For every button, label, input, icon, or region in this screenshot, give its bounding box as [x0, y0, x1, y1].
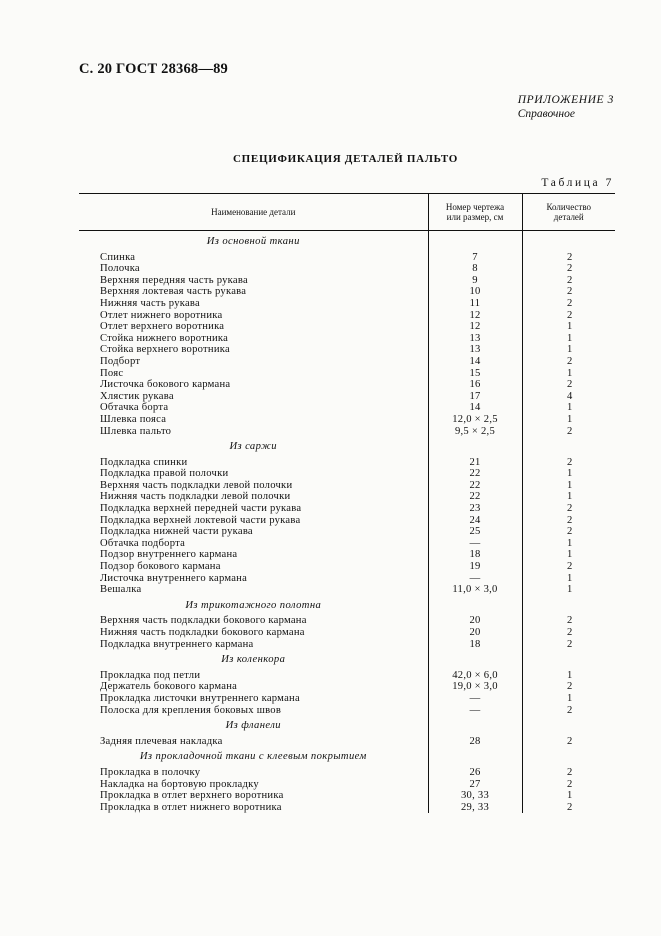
- table-body: [79, 231, 615, 814]
- drawing-number-cell: 19: [428, 561, 522, 573]
- part-name-cell: Шлевка пальто: [100, 425, 172, 437]
- table-row: [79, 705, 615, 717]
- drawing-number-cell: 12,0 × 2,5: [428, 414, 522, 426]
- drawing-number-cell: 13: [428, 344, 522, 356]
- section-title: Из прокладочной ткани с клеевым покрытием: [139, 751, 367, 763]
- drawing-number-cell: —: [428, 693, 522, 705]
- part-quantity-cell: 1: [522, 549, 615, 561]
- section-header-row: [79, 437, 615, 457]
- section-title: Из саржи: [229, 441, 278, 453]
- table-row: [79, 790, 615, 802]
- table-row: [79, 491, 615, 503]
- part-name-cell: Обтачка борта: [100, 402, 169, 414]
- section-quantity-cell: [522, 437, 615, 457]
- part-name-cell: Нижняя часть подкладки левой полочки: [100, 491, 291, 503]
- table-row: [79, 391, 615, 403]
- drawing-number-cell: 10: [428, 286, 522, 298]
- drawing-number-cell: 19,0 × 3,0: [428, 681, 522, 693]
- part-quantity-cell: 2: [522, 526, 615, 538]
- part-name-cell: Верхняя передняя часть рукава: [100, 274, 248, 286]
- table-row: [79, 584, 615, 596]
- section-number-cell: [428, 596, 522, 616]
- part-name-cell: Накладка на бортовую прокладку: [100, 778, 259, 790]
- part-quantity-cell: 2: [522, 379, 615, 391]
- drawing-number-cell: 11: [428, 298, 522, 310]
- table-row: [79, 538, 615, 550]
- table-row: [79, 561, 615, 573]
- part-name-cell: Подзор бокового кармана: [100, 561, 221, 573]
- section-quantity-cell: [522, 231, 615, 252]
- part-quantity-cell: 1: [522, 368, 615, 380]
- drawing-number-cell: 30, 33: [428, 790, 522, 802]
- part-quantity-cell: 4: [522, 391, 615, 403]
- table-row: [79, 767, 615, 779]
- column-header-quantity: [522, 194, 615, 231]
- column-header-number: [428, 194, 522, 231]
- part-name-cell: Вешалка: [100, 584, 142, 596]
- drawing-number-cell: 28: [428, 736, 522, 748]
- section-quantity-cell: [522, 716, 615, 736]
- drawing-number-cell: —: [428, 573, 522, 585]
- drawing-number-cell: 26: [428, 767, 522, 779]
- drawing-number-cell: 20: [428, 615, 522, 627]
- table-row: [79, 526, 615, 538]
- table-row: [79, 779, 615, 791]
- part-name-cell: Прокладка в отлет нижнего воротника: [100, 801, 282, 813]
- drawing-number-cell: 13: [428, 333, 522, 345]
- part-name-cell: Хлястик рукава: [100, 390, 174, 402]
- part-name-cell: Шлевка пояса: [100, 413, 167, 425]
- part-quantity-cell: 2: [522, 275, 615, 287]
- part-quantity-cell: 2: [522, 515, 615, 527]
- drawing-number-cell: 14: [428, 356, 522, 368]
- appendix-label: [518, 93, 614, 121]
- drawing-number-cell: 18: [428, 639, 522, 651]
- specification-table-wrapper: [79, 193, 615, 813]
- part-quantity-cell: 2: [522, 705, 615, 717]
- column-header-name: Наименование детали: [79, 194, 428, 231]
- drawing-number-cell: 9,5 × 2,5: [428, 426, 522, 438]
- table-row: [79, 426, 615, 438]
- part-quantity-cell: 2: [522, 627, 615, 639]
- table-row: [79, 693, 615, 705]
- part-name-cell: Подкладка спинки: [100, 456, 188, 468]
- drawing-number-cell: 15: [428, 368, 522, 380]
- part-name-cell: Нижняя часть подкладки бокового кармана: [100, 627, 305, 638]
- drawing-number-cell: 7: [428, 252, 522, 264]
- part-quantity-cell: 1: [522, 333, 615, 345]
- drawing-number-cell: 25: [428, 526, 522, 538]
- table-row: [79, 627, 615, 639]
- part-name-cell: Отлет верхнего воротника: [100, 321, 225, 333]
- drawing-number-cell: 12: [428, 321, 522, 333]
- table-row: [79, 549, 615, 561]
- table-row: [79, 379, 615, 391]
- table-row: [79, 670, 615, 682]
- part-name-cell: Подкладка внутреннего кармана: [100, 638, 254, 650]
- part-quantity-cell: 2: [522, 263, 615, 275]
- part-name-cell: Отлет нижнего воротника: [100, 309, 223, 321]
- appendix-title: ПРИЛОЖЕНИЕ 3: [517, 94, 614, 106]
- table-row: [79, 321, 615, 333]
- part-name-cell: Спинка: [100, 251, 136, 263]
- drawing-number-cell: 9: [428, 275, 522, 287]
- part-quantity-cell: 1: [522, 480, 615, 492]
- drawing-number-cell: 21: [428, 457, 522, 469]
- drawing-number-cell: 14: [428, 402, 522, 414]
- table-row: [79, 802, 615, 814]
- section-title: Из фланели: [225, 720, 281, 732]
- part-quantity-cell: 1: [522, 573, 615, 585]
- section-header-row: [79, 596, 615, 616]
- part-name-cell: Верхняя локтевая часть рукава: [100, 286, 247, 298]
- table-row: [79, 368, 615, 380]
- section-header-row: [79, 650, 615, 670]
- part-quantity-cell: 1: [522, 491, 615, 503]
- part-quantity-cell: 2: [522, 767, 615, 779]
- part-quantity-cell: 1: [522, 344, 615, 356]
- table-row: [79, 736, 615, 748]
- section-quantity-cell: [522, 596, 615, 616]
- table-row: [79, 639, 615, 651]
- part-name-cell: Задняя плечевая накладка: [100, 735, 223, 747]
- table-row: [79, 263, 615, 275]
- table-row: [79, 310, 615, 322]
- part-name-cell: Держатель бокового кармана: [100, 681, 238, 693]
- part-name-cell: Подкладка верхней передней части рукава: [100, 503, 302, 515]
- table-row: [79, 344, 615, 356]
- part-name-cell: Полоска для крепления боковых швов: [100, 704, 282, 716]
- drawing-number-cell: 8: [428, 263, 522, 275]
- part-name-cell: Подзор внутреннего кармана: [100, 549, 238, 561]
- part-quantity-cell: 2: [522, 310, 615, 322]
- table-row: [79, 515, 615, 527]
- part-quantity-cell: 2: [522, 802, 615, 814]
- section-title: Из коленкора: [221, 654, 286, 666]
- part-quantity-cell: 1: [522, 402, 615, 414]
- section-quantity-cell: [522, 747, 615, 767]
- part-name-cell: Подборт: [100, 355, 141, 367]
- part-name-cell: Стойка верхнего воротника: [100, 344, 230, 356]
- drawing-number-cell: 22: [428, 468, 522, 480]
- section-number-cell: [428, 231, 522, 252]
- part-quantity-cell: 1: [522, 414, 615, 426]
- part-quantity-cell: 2: [522, 457, 615, 469]
- part-name-cell: Верхняя часть подкладки бокового кармана: [100, 615, 307, 627]
- table-row: [79, 457, 615, 469]
- table-number-label: Таблица 7: [541, 177, 614, 189]
- table-row: [79, 414, 615, 426]
- part-name-cell: Листочка внутреннего кармана: [100, 572, 248, 584]
- drawing-number-cell: 42,0 × 6,0: [428, 670, 522, 682]
- part-name-cell: Стойка нижнего воротника: [100, 332, 229, 344]
- table-row: [79, 402, 615, 414]
- drawing-number-cell: 16: [428, 379, 522, 391]
- part-quantity-cell: 2: [522, 561, 615, 573]
- table-row: [79, 298, 615, 310]
- section-number-cell: [428, 747, 522, 767]
- part-name-cell: Нижняя часть рукава: [100, 297, 201, 309]
- part-quantity-cell: 1: [522, 670, 615, 682]
- section-title: Из основной ткани: [206, 236, 300, 247]
- table-row: [79, 356, 615, 368]
- section-header-row: [79, 716, 615, 736]
- part-quantity-cell: 2: [522, 639, 615, 651]
- page-header: С. 20 ГОСТ 28368—89: [79, 61, 228, 77]
- part-name-cell: Верхняя часть подкладки левой полочки: [100, 479, 293, 491]
- table-row: [79, 681, 615, 693]
- drawing-number-cell: 23: [428, 503, 522, 515]
- part-name-cell: Полочка: [100, 263, 140, 275]
- part-quantity-cell: 2: [522, 736, 615, 748]
- section-number-cell: [428, 716, 522, 736]
- part-quantity-cell: 2: [522, 615, 615, 627]
- drawing-number-cell: 27: [428, 779, 522, 791]
- table-row: [79, 615, 615, 627]
- part-quantity-cell: 2: [522, 298, 615, 310]
- section-header-row: [79, 747, 615, 767]
- section-quantity-cell: [522, 650, 615, 670]
- part-quantity-cell: 2: [522, 503, 615, 515]
- drawing-number-cell: 24: [428, 515, 522, 527]
- drawing-number-cell: 20: [428, 627, 522, 639]
- drawing-number-cell: 22: [428, 491, 522, 503]
- part-name-cell: Подкладка нижней части рукава: [100, 526, 253, 538]
- part-name-cell: Пояс: [100, 367, 124, 379]
- part-name-cell: Подкладка правой полочки: [100, 468, 229, 480]
- specification-table: [79, 193, 615, 813]
- part-quantity-cell: 2: [522, 681, 615, 693]
- part-name-cell: Подкладка верхней локтевой части рукава: [100, 514, 301, 526]
- drawing-number-cell: 18: [428, 549, 522, 561]
- column-header-quantity-line1: Количество: [546, 201, 592, 212]
- part-quantity-cell: 2: [522, 779, 615, 791]
- part-quantity-cell: 1: [522, 321, 615, 333]
- part-name-cell: Прокладка в полочку: [100, 766, 201, 778]
- appendix-subtitle: Справочное: [517, 108, 575, 120]
- part-name-cell: Обтачка подборта: [100, 537, 186, 549]
- part-quantity-cell: 1: [522, 790, 615, 802]
- table-row: [79, 275, 615, 287]
- table-row: [79, 333, 615, 345]
- part-name-cell: Листочка бокового кармана: [100, 379, 231, 391]
- section-header-row: [79, 231, 615, 252]
- part-quantity-cell: 2: [522, 426, 615, 438]
- part-name-cell: Прокладка листочки внутреннего кармана: [100, 692, 300, 704]
- part-quantity-cell: 1: [522, 584, 615, 596]
- section-number-cell: [428, 650, 522, 670]
- table-row: [79, 573, 615, 585]
- document-title: СПЕЦИФИКАЦИЯ ДЕТАЛЕЙ ПАЛЬТО: [233, 153, 458, 165]
- table-header-row: [79, 194, 615, 231]
- drawing-number-cell: 22: [428, 480, 522, 492]
- drawing-number-cell: —: [428, 705, 522, 717]
- column-header-number-line2: или размер, см: [446, 212, 504, 222]
- part-quantity-cell: 2: [522, 356, 615, 368]
- column-header-number-line1: Номер чертежа: [445, 201, 505, 212]
- part-name-cell: Прокладка в отлет верхнего воротника: [100, 790, 284, 802]
- table-row: [79, 252, 615, 264]
- table-row: [79, 503, 615, 515]
- part-quantity-cell: 1: [522, 468, 615, 480]
- part-quantity-cell: 2: [522, 286, 615, 298]
- part-quantity-cell: 1: [522, 693, 615, 705]
- section-number-cell: [428, 437, 522, 457]
- table-row: [79, 468, 615, 480]
- part-name-cell: Прокладка под петли: [100, 669, 201, 681]
- column-header-quantity-line2: деталей: [553, 212, 584, 222]
- drawing-number-cell: 17: [428, 391, 522, 403]
- section-title: Из трикотажного полотна: [185, 599, 322, 611]
- drawing-number-cell: 11,0 × 3,0: [428, 584, 522, 596]
- table-row: [79, 480, 615, 492]
- part-quantity-cell: 1: [522, 538, 615, 550]
- part-quantity-cell: 2: [522, 252, 615, 264]
- table-row: [79, 286, 615, 298]
- drawing-number-cell: —: [428, 538, 522, 550]
- drawing-number-cell: 12: [428, 310, 522, 322]
- drawing-number-cell: 29, 33: [428, 802, 522, 814]
